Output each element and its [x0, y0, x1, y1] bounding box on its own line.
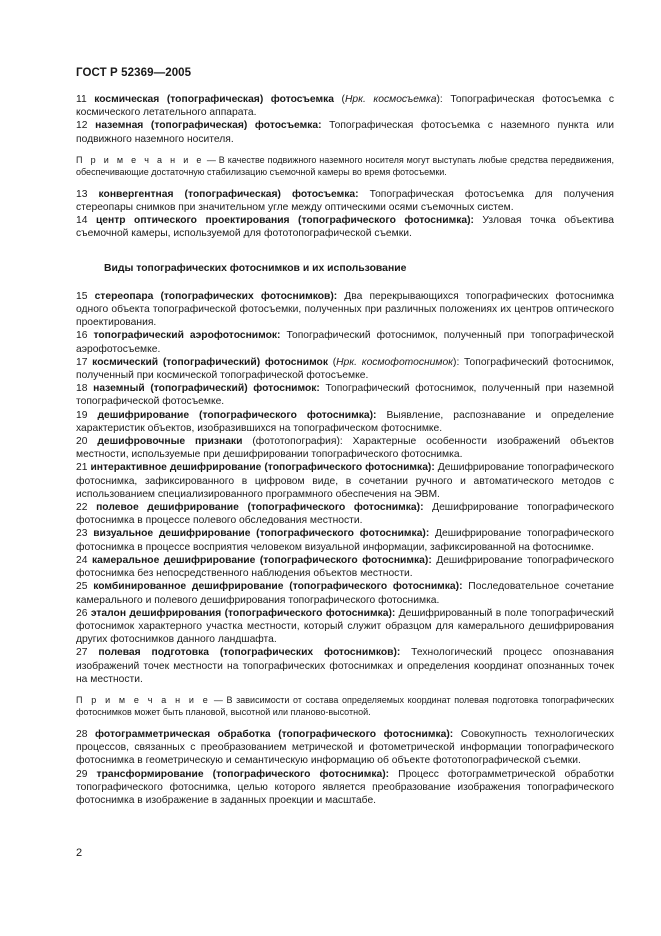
entry-number: 28	[76, 728, 88, 740]
term-entry	[76, 461, 614, 501]
entry-definition: Технологический процесс опознавания изображений точек местности на топографических фотоснимках и определения координат опознанных точек на местности.	[76, 647, 614, 685]
term-entry	[76, 768, 614, 808]
terms-group-d	[76, 728, 614, 807]
note-1-text: — В качестве подвижного наземного носителя могут выступать любые средства передвижения, обеспечивающие достаточную стабилизацию съемочной камеры во время фотосъемки.	[76, 154, 614, 177]
note-2-label: П р и м е ч а н и е	[76, 694, 211, 705]
term-entry	[76, 580, 614, 606]
entry-term: комбинированное дешифрирование (топографического фотоснимка):	[93, 581, 463, 593]
entry-definition: Топографическая фотосъемка с наземного пункта или подвижного наземного носителя.	[76, 120, 614, 145]
entry-definition: Топографическая фотосъемка для получения стереопары снимков при значительном угле между оптическими осями съемочных систем.	[76, 188, 614, 214]
entry-definition: (фототопография): Характерные особенности изображений объектов местности, используемые при дешифрировании топографического фотоснимка.	[76, 436, 614, 461]
entry-definition: Топографический фотоснимок, полученный при топографической аэрофотосъемке.	[76, 330, 614, 355]
entry-number: 29	[76, 768, 88, 780]
entry-term: наземный (топографический) фотоснимок:	[93, 383, 320, 395]
page-number: 2	[76, 847, 83, 859]
entry-abbr: Нрк. космосъемка	[344, 94, 437, 105]
term-entry	[76, 501, 614, 527]
entry-term: интерактивное дешифрирование (топографического фотоснимка):	[90, 462, 435, 474]
entry-number: 22	[76, 502, 88, 514]
document-body	[76, 93, 614, 807]
entry-number: 20	[76, 436, 88, 448]
entry-definition: Процесс фотограмметрической обработки топографического фотоснимка, целью которого является преобразование изображения топографического фотоснимка в изображение в заданных проекции и масштабе.	[76, 768, 614, 806]
entry-term: полевое дешифрирование (топографического фотоснимка):	[96, 502, 424, 514]
entry-term: космическая (топографическая) фотосъемка	[94, 94, 334, 105]
term-entry	[76, 607, 614, 647]
note-2	[76, 694, 614, 718]
term-entry	[76, 188, 614, 214]
entry-number: 14	[76, 215, 88, 227]
entry-definition: Дешифрирование топографического фотоснимка без непосредственного наблюдения объектов местности.	[76, 554, 614, 580]
entry-number: 21	[76, 462, 88, 474]
term-entry	[76, 527, 614, 553]
entry-number: 16	[76, 330, 88, 342]
entry-definition: Дешифрирование топографического фотоснимка в процессе восприятия человеком визуальной информации, зафиксированной на фотоснимке.	[76, 528, 614, 553]
entry-abbr: Нрк. космофотоснимок	[336, 356, 454, 368]
term-entry	[76, 119, 614, 145]
entry-definition: Топографический фотоснимок, полученный при наземной топографической фотосъемке.	[76, 383, 614, 408]
entry-definition: Совокупность технологических процессов, связанных с преобразованием метрической и фотометрической информации топографического фотоснимка в геометрическую и семантическую информацию об объекте фототопографической съемки.	[76, 728, 614, 767]
entry-term: полевая подготовка (топографических фотоснимков):	[98, 647, 401, 659]
term-entry	[76, 728, 614, 768]
entry-definition: Дешифрирование топографического фотоснимка, зафиксированного в цифровом виде, в сочетании ручного и автоматического методов с использованием специализированного программного обеспечения на ЭВМ.	[76, 462, 614, 500]
entry-number: 23	[76, 528, 88, 540]
entry-number: 12	[76, 120, 88, 132]
entry-number: 17	[76, 356, 88, 368]
entry-abbr-open: (	[328, 356, 337, 368]
entry-term: трансформирование (топографического фотоснимка):	[96, 768, 390, 780]
entry-definition: Выявление, распознавание и определение характеристик объектов, изобразившихся на топографическом фотоснимке.	[76, 409, 614, 434]
entry-definition: Топографическая фотосъемка с космического летательного аппарата.	[76, 94, 614, 119]
entry-term: космический (топографический) фотоснимок	[92, 356, 328, 368]
entry-definition: Дешифрирование топографического фотоснимка в процессе полевого обследования местности.	[76, 502, 614, 527]
note-2-text: — В зависимости от состава определяемых координат полевая подготовка топографических фотоснимков может быть плановой, высотной или планово-высотной.	[76, 694, 614, 717]
entry-term: стереопара (топографических фотоснимков):	[94, 290, 338, 302]
terms-group-a	[76, 93, 614, 146]
entry-number: 11	[76, 94, 87, 105]
entry-term: фотограмметрическая обработка (топографического фотоснимка):	[95, 728, 454, 740]
entry-definition: Топографический фотоснимок, полученный при космической топографической фотосъемке.	[76, 356, 614, 382]
entry-definition: Узловая точка объектива съемочной камеры, используемой для фототопографической съемки.	[76, 215, 614, 240]
entry-number: 18	[76, 383, 88, 395]
term-entry	[76, 382, 614, 408]
entry-term: дешифровочные признаки	[97, 436, 243, 448]
terms-group-c	[76, 290, 614, 686]
term-entry	[76, 646, 614, 686]
entry-abbr-close: ):	[436, 94, 451, 105]
entry-term: конвергентная (топографическая) фотосъемка:	[98, 188, 359, 200]
term-entry	[76, 554, 614, 580]
standard-header: ГОСТ Р 52369—2005	[76, 67, 192, 79]
entry-number: 27	[76, 647, 88, 659]
note-1-label: П р и м е ч а н и е	[76, 154, 204, 165]
entry-definition: Последовательное сочетание камерального и полевого дешифрирования топографического фотоснимка.	[76, 581, 614, 606]
entry-term: эталон дешифрирования (топографического фотоснимка):	[90, 607, 396, 619]
entry-number: 13	[76, 188, 88, 200]
term-entry	[76, 93, 614, 119]
entry-abbr-close: ):	[453, 356, 465, 368]
entry-definition: Дешифрированный в поле топографический фотоснимок характерного участка местности, который служит образцом для камерального дешифрирования других фотоснимков данного ландшафта.	[76, 607, 614, 646]
entry-term: наземная (топографическая) фотосъемка:	[95, 120, 322, 132]
entry-number: 26	[76, 607, 88, 619]
entry-definition: Два перекрывающихся топографических фотоснимка одного объекта топографической фотосъемки, полученных при различных положениях их центров оптического проектирования.	[76, 290, 614, 329]
term-entry	[76, 356, 614, 382]
entry-term: топографический аэрофотоснимок:	[93, 330, 281, 342]
section-title: Виды топографических фотоснимков и их использование	[104, 262, 407, 274]
entry-number: 25	[76, 581, 88, 593]
term-entry	[76, 214, 614, 240]
note-1	[76, 154, 614, 178]
term-entry	[76, 435, 614, 461]
entry-term: дешифрирование (топографического фотоснимка):	[97, 409, 377, 421]
entry-number: 19	[76, 409, 88, 421]
entry-abbr-open: (	[333, 94, 345, 105]
entry-term: камеральное дешифрирование (топографического фотоснимка):	[91, 554, 432, 566]
entry-number: 24	[76, 554, 88, 566]
term-entry	[76, 290, 614, 330]
entry-term: центр оптического проектирования (топографического фотоснимка):	[95, 215, 474, 227]
entry-term: визуальное дешифрирование (топографического фотоснимка):	[93, 528, 430, 540]
terms-group-b	[76, 188, 614, 241]
term-entry	[76, 409, 614, 435]
term-entry	[76, 329, 614, 355]
entry-number: 15	[76, 290, 88, 302]
